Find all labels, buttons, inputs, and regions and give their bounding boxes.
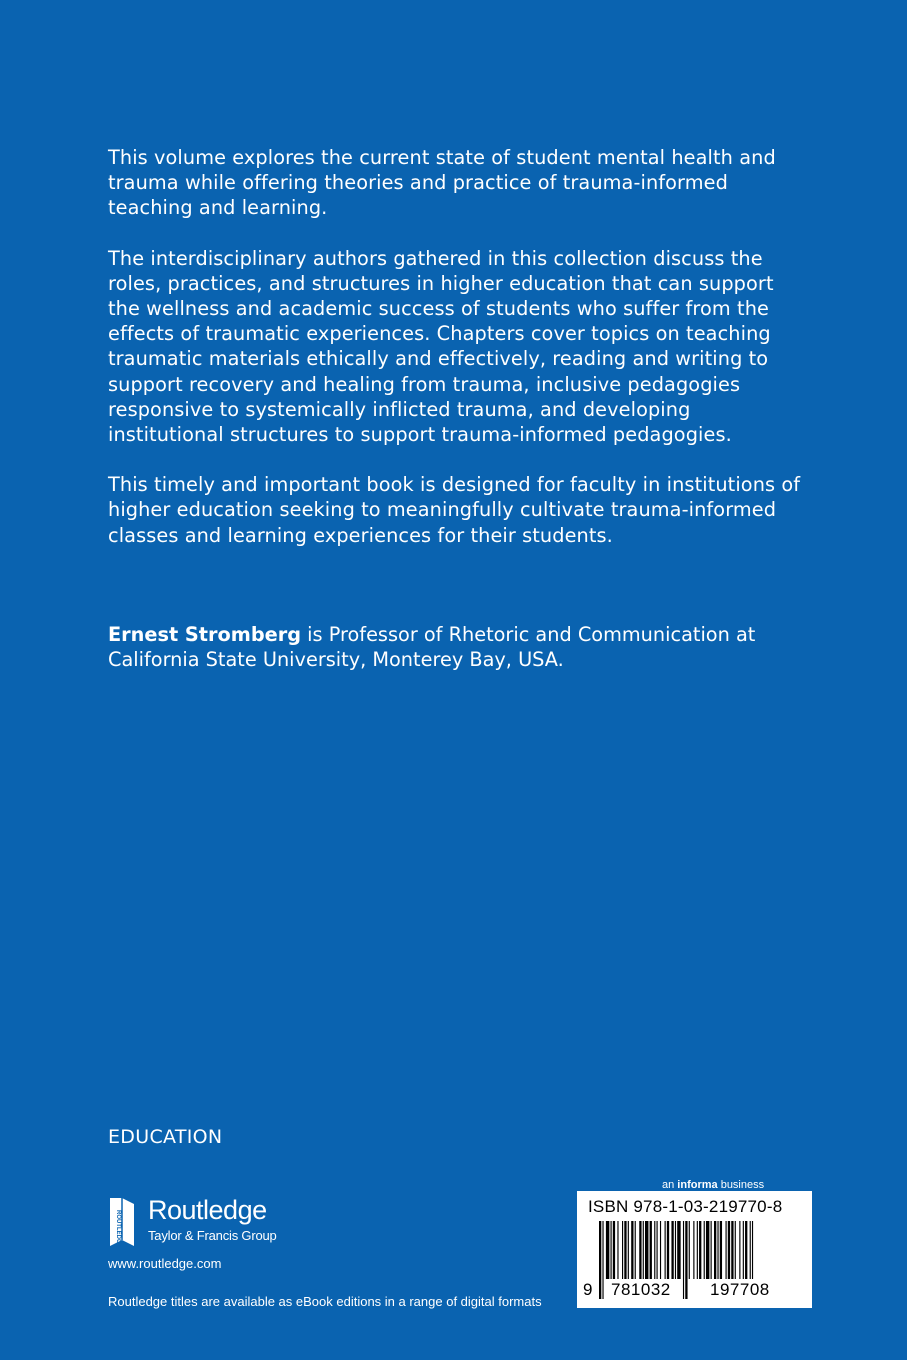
barcode-bar <box>611 1221 612 1279</box>
barcode-bar <box>602 1221 603 1299</box>
barcode-bar <box>665 1221 666 1279</box>
barcode-bar <box>731 1221 733 1279</box>
barcode-bar <box>635 1221 636 1279</box>
barcode-bar <box>685 1221 687 1299</box>
barcode-bar <box>677 1221 680 1279</box>
barcode-bar <box>643 1221 644 1279</box>
barcode-bar <box>706 1221 709 1279</box>
barcode-bar <box>693 1221 694 1279</box>
blurb <box>108 145 808 573</box>
barcode-bar <box>639 1221 641 1279</box>
publisher-name: Routledge <box>148 1195 267 1225</box>
barcode-bar <box>717 1221 718 1279</box>
isbn-label: ISBN 978-1-03-219770-8 <box>588 1197 783 1216</box>
isbn-digit-group-2: 197708 <box>710 1280 770 1299</box>
barcode-bar <box>599 1221 601 1299</box>
informa-prefix: an <box>662 1179 678 1191</box>
barcode-bar <box>628 1221 629 1279</box>
barcode-bar <box>617 1221 618 1279</box>
barcode-bar <box>606 1221 609 1279</box>
publisher-group: Taylor & Francis Group <box>148 1228 277 1243</box>
ebook-note: Routledge titles are available as eBook editions in a range of digital formats <box>108 1294 542 1309</box>
informa-suffix: business <box>717 1179 765 1191</box>
subject-category: EDUCATION <box>108 1126 223 1148</box>
barcode-bar <box>675 1221 676 1279</box>
informa-brand: informa <box>677 1179 718 1191</box>
barcode-bar <box>711 1221 712 1279</box>
publisher-website[interactable]: www.routledge.com <box>108 1256 222 1271</box>
logo-lettering: ROUTLEDGE <box>115 1210 121 1248</box>
publisher-block <box>108 1196 277 1248</box>
barcode-bar <box>660 1221 661 1279</box>
barcode-bar <box>657 1221 658 1279</box>
barcode-bar <box>728 1221 730 1279</box>
author-description: is Professor of Rhetoric and Communication at California State University, Monterey Bay, USA. <box>108 623 756 672</box>
barcode-bar <box>613 1221 615 1279</box>
barcode-bar <box>714 1221 716 1279</box>
barcode-bar <box>704 1221 705 1279</box>
barcode-bar <box>750 1221 751 1279</box>
barcode-bar <box>699 1221 701 1279</box>
barcode-bar <box>689 1221 690 1279</box>
barcode-bar <box>745 1221 747 1279</box>
barcode-bar <box>683 1221 684 1299</box>
barcode-bar <box>743 1221 744 1279</box>
isbn-lead-digit: 9 <box>583 1280 593 1299</box>
barcode-bar <box>720 1221 722 1279</box>
author-name: Ernest Stromberg <box>108 623 302 646</box>
informa-tagline <box>662 1179 764 1191</box>
barcode-bar <box>624 1221 626 1279</box>
barcode-bar <box>739 1221 740 1279</box>
blurb-paragraph-2: The interdisciplinary authors gathered in this collection discuss the roles, practices, and structures in higher education that can support the wellness and academic success of students who suffer from the effects of traumatic experiences. Chapters cover topics on teaching traumatic materials ethically and effectively, reading and writing to support recovery and healing from trauma, inclusive pedagogies responsive to systemically inflicted trauma, and developing institutional structures to support trauma-informed pedagogies. <box>108 246 774 447</box>
routledge-logo-icon <box>108 1196 136 1248</box>
isbn-digit-group-1: 781032 <box>611 1280 671 1299</box>
barcode-bar <box>726 1221 727 1279</box>
isbn-barcode <box>577 1191 812 1308</box>
barcode-bar <box>631 1221 633 1279</box>
barcode-bar <box>671 1221 673 1279</box>
barcode-bar <box>650 1221 652 1279</box>
barcode-bar <box>752 1221 753 1279</box>
barcode-bar <box>654 1221 655 1279</box>
barcode-bar <box>697 1221 698 1279</box>
blurb-paragraph-3: This timely and important book is designed for faculty in institutions of higher education seeking to meaningfully cultivate trauma-informed classes and learning experiences for their students. <box>108 473 801 547</box>
author-bio <box>108 622 808 672</box>
blurb-paragraph-1: This volume explores the current state of student mental health and trauma while offering theories and practice of trauma-informed teaching and learning. <box>108 146 776 220</box>
barcode-bar <box>622 1221 623 1279</box>
barcode-bar <box>667 1221 669 1279</box>
barcode-bar <box>645 1221 648 1279</box>
barcode-bar <box>735 1221 736 1279</box>
